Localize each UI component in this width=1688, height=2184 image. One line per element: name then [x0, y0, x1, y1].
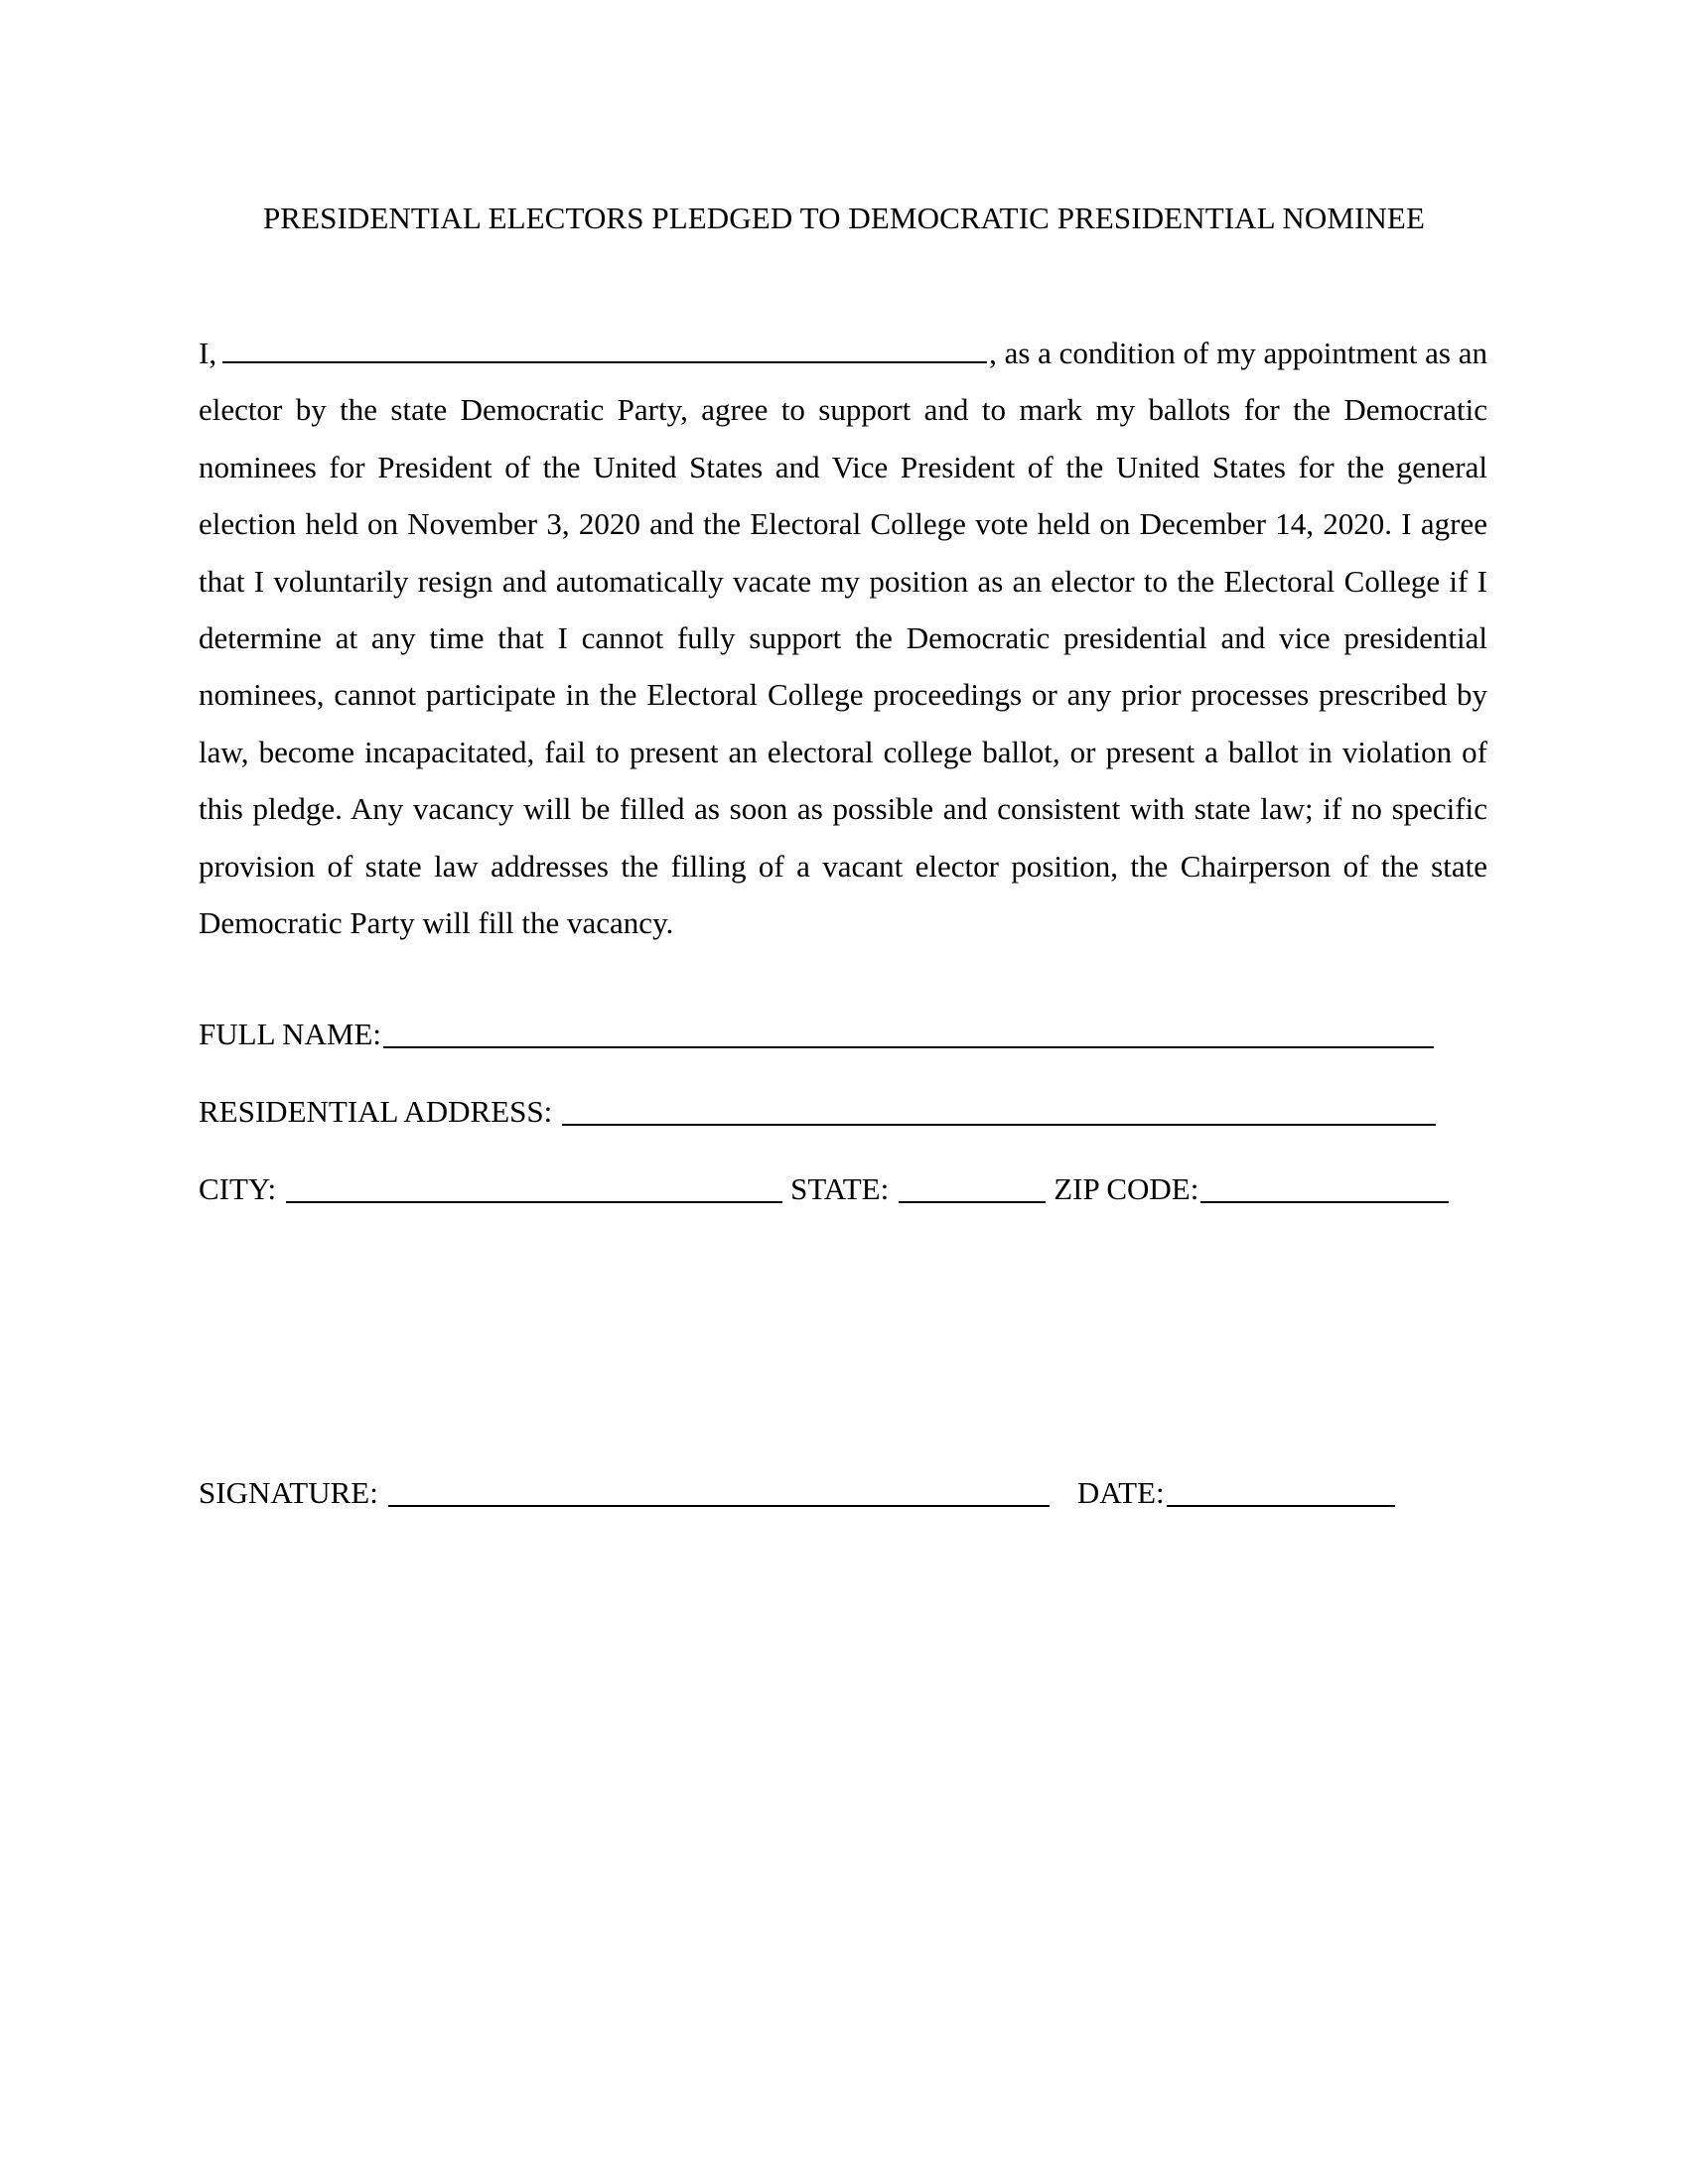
residential-address-label: RESIDENTIAL ADDRESS:	[199, 1094, 553, 1129]
full-name-row	[199, 1015, 1434, 1054]
pledge-paragraph	[199, 325, 1487, 951]
signature-date-row	[199, 1473, 1395, 1513]
signature-blank[interactable]	[388, 1479, 1050, 1507]
date-label: DATE:	[1076, 1475, 1165, 1510]
full-name-blank[interactable]	[383, 1021, 1434, 1048]
city-label: CITY:	[199, 1171, 277, 1206]
document-title: PRESIDENTIAL ELECTORS PLEDGED TO DEMOCRATIC PRESIDENTIAL NOMINEE	[262, 201, 1426, 235]
zip-code-label: ZIP CODE:	[1054, 1171, 1199, 1206]
city-blank[interactable]	[286, 1175, 782, 1203]
full-name-label: FULL NAME:	[199, 1017, 381, 1051]
elector-name-blank[interactable]	[222, 338, 987, 363]
date-blank[interactable]	[1167, 1479, 1395, 1507]
state-label: STATE:	[790, 1171, 890, 1206]
signature-label: SIGNATURE:	[199, 1475, 378, 1510]
residential-address-blank[interactable]	[562, 1098, 1436, 1126]
pledge-prefix: I,	[199, 336, 217, 370]
pledge-text: , as a condition of my appointment as an elector by the state Democratic Party, agree to support and to mark my ballots for the Democratic nominees for President of the United States and Vice President of the United States for the general election held on November 3, 2020 and the Electoral College vote held on December 14, 2020. I agree that I voluntarily resign and automatically vacate my position as an elector to the Electoral College if I determine at any time that I cannot fully support the Democratic presidential and vice presidential nominees, cannot participate in the Electoral College proceedings or any prior processes prescribed by law, become incapacitated, fail to present an electoral college ballot, or present a ballot in violation of this pledge. Any vacancy will be filled as soon as possible and consistent with state law; if no specific provision of state law addresses the filling of a vacant elector position, the Chairperson of the state Democratic Party will fill the vacancy.	[199, 336, 1487, 941]
state-blank[interactable]	[899, 1175, 1046, 1203]
city-state-zip-row	[199, 1169, 1449, 1209]
zip-code-blank[interactable]	[1200, 1175, 1449, 1203]
residential-address-row	[199, 1092, 1436, 1132]
